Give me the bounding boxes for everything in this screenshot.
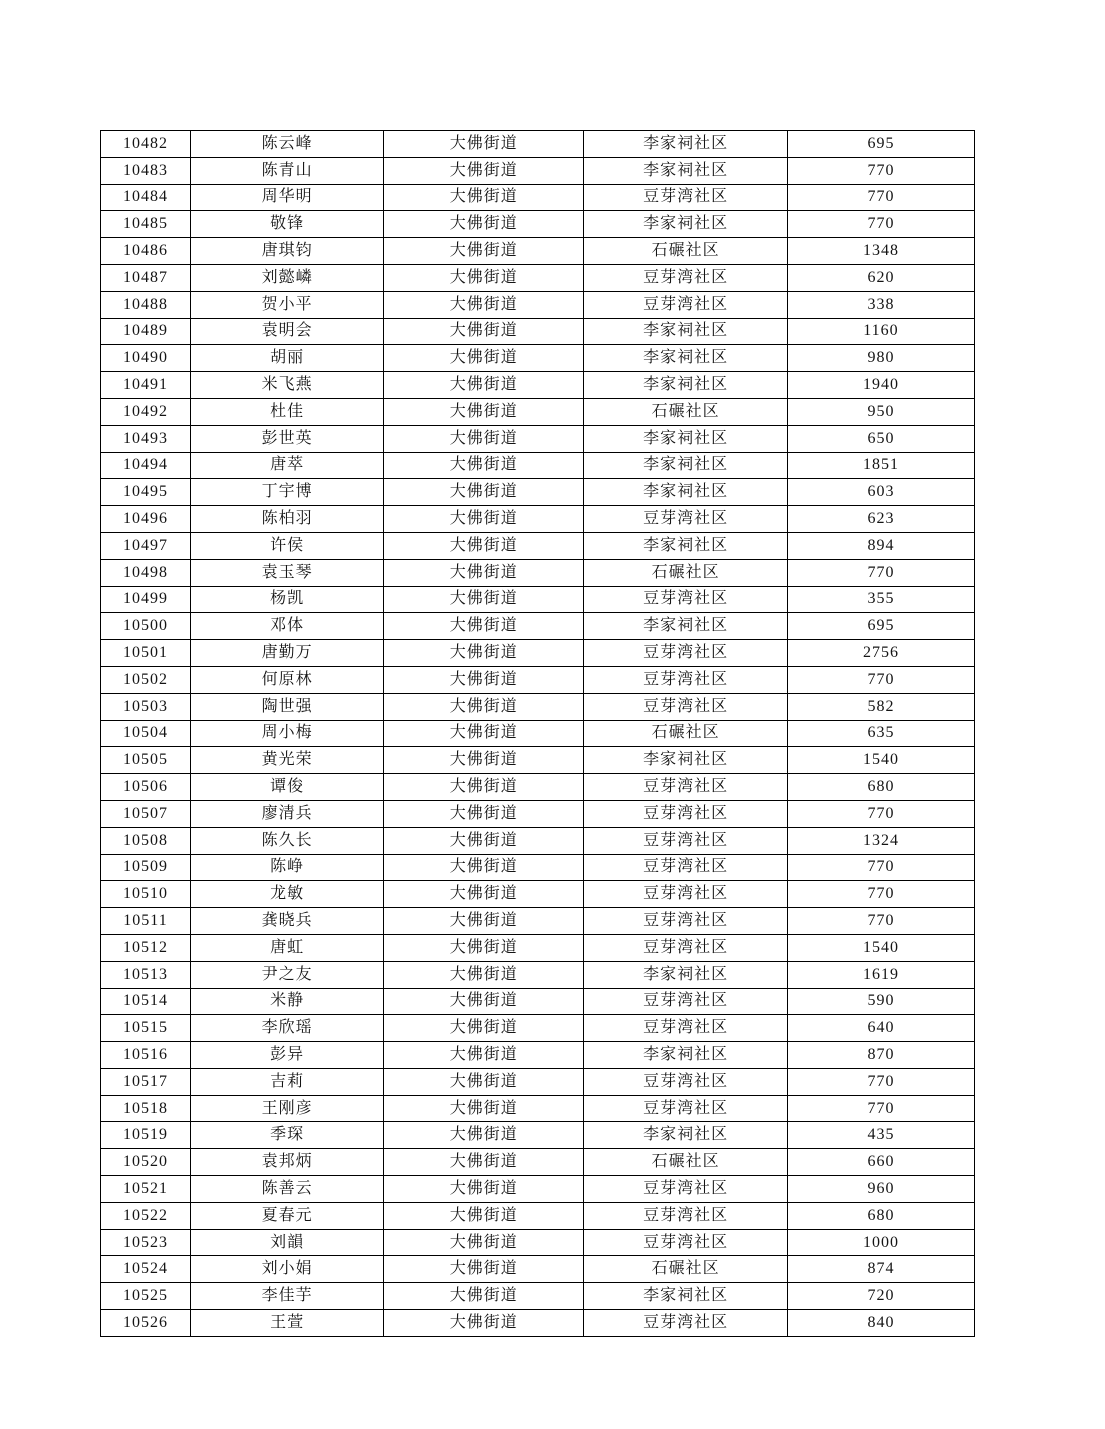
table-row bbox=[101, 1283, 975, 1310]
table-row bbox=[101, 720, 975, 747]
cell-amount: 1851 bbox=[787, 452, 974, 479]
cell-name: 米静 bbox=[191, 988, 384, 1015]
cell-name: 刘懿嶙 bbox=[191, 264, 384, 291]
table-row bbox=[101, 479, 975, 506]
table-row bbox=[101, 747, 975, 774]
cell-id: 10525 bbox=[101, 1283, 191, 1310]
cell-amount: 720 bbox=[787, 1283, 974, 1310]
cell-name: 陈柏羽 bbox=[191, 506, 384, 533]
table-row bbox=[101, 1229, 975, 1256]
cell-id: 10507 bbox=[101, 800, 191, 827]
cell-name: 李欣瑶 bbox=[191, 1015, 384, 1042]
cell-name: 丁宇博 bbox=[191, 479, 384, 506]
cell-amount: 603 bbox=[787, 479, 974, 506]
cell-community: 豆芽湾社区 bbox=[584, 640, 788, 667]
cell-id: 10489 bbox=[101, 318, 191, 345]
cell-name: 唐琪钧 bbox=[191, 238, 384, 265]
cell-amount: 770 bbox=[787, 1095, 974, 1122]
cell-amount: 1324 bbox=[787, 827, 974, 854]
cell-name: 谭俊 bbox=[191, 774, 384, 801]
cell-name: 敬锋 bbox=[191, 211, 384, 238]
table-row bbox=[101, 184, 975, 211]
cell-id: 10518 bbox=[101, 1095, 191, 1122]
cell-name: 王萱 bbox=[191, 1310, 384, 1337]
table-row bbox=[101, 238, 975, 265]
cell-id: 10500 bbox=[101, 613, 191, 640]
cell-name: 夏春元 bbox=[191, 1202, 384, 1229]
table-row bbox=[101, 1095, 975, 1122]
cell-name: 李佳芋 bbox=[191, 1283, 384, 1310]
cell-street: 大佛街道 bbox=[384, 774, 584, 801]
cell-id: 10511 bbox=[101, 908, 191, 935]
cell-name: 龙敏 bbox=[191, 881, 384, 908]
cell-amount: 770 bbox=[787, 184, 974, 211]
cell-community: 李家祠社区 bbox=[584, 131, 788, 158]
cell-street: 大佛街道 bbox=[384, 157, 584, 184]
cell-amount: 660 bbox=[787, 1149, 974, 1176]
cell-id: 10513 bbox=[101, 961, 191, 988]
cell-community: 石碾社区 bbox=[584, 1149, 788, 1176]
cell-name: 唐勤万 bbox=[191, 640, 384, 667]
cell-amount: 1940 bbox=[787, 372, 974, 399]
cell-street: 大佛街道 bbox=[384, 398, 584, 425]
cell-amount: 635 bbox=[787, 720, 974, 747]
cell-community: 豆芽湾社区 bbox=[584, 881, 788, 908]
cell-id: 10504 bbox=[101, 720, 191, 747]
cell-amount: 960 bbox=[787, 1176, 974, 1203]
cell-community: 李家祠社区 bbox=[584, 747, 788, 774]
cell-amount: 582 bbox=[787, 693, 974, 720]
cell-street: 大佛街道 bbox=[384, 131, 584, 158]
cell-name: 刘韻 bbox=[191, 1229, 384, 1256]
table-row bbox=[101, 1042, 975, 1069]
cell-street: 大佛街道 bbox=[384, 961, 584, 988]
cell-name: 陈云峰 bbox=[191, 131, 384, 158]
cell-id: 10488 bbox=[101, 291, 191, 318]
table-row bbox=[101, 532, 975, 559]
cell-amount: 680 bbox=[787, 774, 974, 801]
cell-id: 10483 bbox=[101, 157, 191, 184]
cell-name: 王刚彦 bbox=[191, 1095, 384, 1122]
cell-community: 豆芽湾社区 bbox=[584, 264, 788, 291]
table-row bbox=[101, 1122, 975, 1149]
cell-name: 陈青山 bbox=[191, 157, 384, 184]
cell-amount: 623 bbox=[787, 506, 974, 533]
table-row bbox=[101, 452, 975, 479]
cell-name: 杨凯 bbox=[191, 586, 384, 613]
table-row bbox=[101, 666, 975, 693]
cell-name: 袁邦炳 bbox=[191, 1149, 384, 1176]
table-row bbox=[101, 1068, 975, 1095]
cell-community: 豆芽湾社区 bbox=[584, 1095, 788, 1122]
table-row bbox=[101, 291, 975, 318]
cell-street: 大佛街道 bbox=[384, 988, 584, 1015]
cell-id: 10496 bbox=[101, 506, 191, 533]
cell-amount: 620 bbox=[787, 264, 974, 291]
cell-community: 李家祠社区 bbox=[584, 318, 788, 345]
cell-amount: 1000 bbox=[787, 1229, 974, 1256]
cell-amount: 770 bbox=[787, 666, 974, 693]
table-row bbox=[101, 264, 975, 291]
table-row bbox=[101, 800, 975, 827]
cell-id: 10490 bbox=[101, 345, 191, 372]
cell-id: 10516 bbox=[101, 1042, 191, 1069]
cell-street: 大佛街道 bbox=[384, 1176, 584, 1203]
cell-id: 10526 bbox=[101, 1310, 191, 1337]
cell-community: 李家祠社区 bbox=[584, 532, 788, 559]
table-row bbox=[101, 506, 975, 533]
table-row bbox=[101, 345, 975, 372]
cell-id: 10519 bbox=[101, 1122, 191, 1149]
cell-amount: 355 bbox=[787, 586, 974, 613]
table-row bbox=[101, 425, 975, 452]
cell-community: 李家祠社区 bbox=[584, 157, 788, 184]
cell-amount: 650 bbox=[787, 425, 974, 452]
table-row bbox=[101, 961, 975, 988]
cell-street: 大佛街道 bbox=[384, 720, 584, 747]
cell-community: 李家祠社区 bbox=[584, 613, 788, 640]
table-row bbox=[101, 1015, 975, 1042]
cell-community: 豆芽湾社区 bbox=[584, 1310, 788, 1337]
cell-name: 胡丽 bbox=[191, 345, 384, 372]
roster-table bbox=[100, 130, 975, 1337]
cell-street: 大佛街道 bbox=[384, 532, 584, 559]
cell-community: 李家祠社区 bbox=[584, 1283, 788, 1310]
cell-community: 豆芽湾社区 bbox=[584, 934, 788, 961]
cell-community: 豆芽湾社区 bbox=[584, 693, 788, 720]
cell-street: 大佛街道 bbox=[384, 586, 584, 613]
cell-community: 豆芽湾社区 bbox=[584, 908, 788, 935]
cell-street: 大佛街道 bbox=[384, 1283, 584, 1310]
cell-community: 李家祠社区 bbox=[584, 452, 788, 479]
cell-name: 袁玉琴 bbox=[191, 559, 384, 586]
table-row bbox=[101, 881, 975, 908]
cell-community: 豆芽湾社区 bbox=[584, 988, 788, 1015]
table-row bbox=[101, 131, 975, 158]
cell-community: 石碾社区 bbox=[584, 238, 788, 265]
cell-id: 10484 bbox=[101, 184, 191, 211]
cell-amount: 1540 bbox=[787, 934, 974, 961]
cell-id: 10508 bbox=[101, 827, 191, 854]
cell-community: 石碾社区 bbox=[584, 398, 788, 425]
cell-amount: 770 bbox=[787, 881, 974, 908]
cell-community: 李家祠社区 bbox=[584, 425, 788, 452]
cell-id: 10523 bbox=[101, 1229, 191, 1256]
cell-name: 季琛 bbox=[191, 1122, 384, 1149]
cell-id: 10512 bbox=[101, 934, 191, 961]
cell-id: 10510 bbox=[101, 881, 191, 908]
cell-community: 李家祠社区 bbox=[584, 372, 788, 399]
cell-community: 豆芽湾社区 bbox=[584, 1202, 788, 1229]
cell-id: 10522 bbox=[101, 1202, 191, 1229]
cell-amount: 770 bbox=[787, 211, 974, 238]
table-row bbox=[101, 211, 975, 238]
table-row bbox=[101, 398, 975, 425]
cell-amount: 2756 bbox=[787, 640, 974, 667]
cell-street: 大佛街道 bbox=[384, 1042, 584, 1069]
cell-community: 豆芽湾社区 bbox=[584, 506, 788, 533]
cell-community: 豆芽湾社区 bbox=[584, 1015, 788, 1042]
cell-street: 大佛街道 bbox=[384, 506, 584, 533]
table-row bbox=[101, 988, 975, 1015]
cell-id: 10503 bbox=[101, 693, 191, 720]
cell-street: 大佛街道 bbox=[384, 264, 584, 291]
cell-id: 10505 bbox=[101, 747, 191, 774]
cell-community: 豆芽湾社区 bbox=[584, 586, 788, 613]
table-row bbox=[101, 908, 975, 935]
cell-id: 10498 bbox=[101, 559, 191, 586]
table-row bbox=[101, 1256, 975, 1283]
cell-name: 刘小娟 bbox=[191, 1256, 384, 1283]
cell-street: 大佛街道 bbox=[384, 854, 584, 881]
cell-street: 大佛街道 bbox=[384, 1310, 584, 1337]
cell-name: 米飞燕 bbox=[191, 372, 384, 399]
table-row bbox=[101, 934, 975, 961]
cell-id: 10494 bbox=[101, 452, 191, 479]
cell-street: 大佛街道 bbox=[384, 693, 584, 720]
table-row bbox=[101, 157, 975, 184]
cell-community: 李家祠社区 bbox=[584, 961, 788, 988]
cell-id: 10485 bbox=[101, 211, 191, 238]
table-row bbox=[101, 854, 975, 881]
cell-amount: 1160 bbox=[787, 318, 974, 345]
cell-street: 大佛街道 bbox=[384, 908, 584, 935]
cell-street: 大佛街道 bbox=[384, 613, 584, 640]
cell-street: 大佛街道 bbox=[384, 640, 584, 667]
cell-community: 豆芽湾社区 bbox=[584, 184, 788, 211]
cell-community: 李家祠社区 bbox=[584, 479, 788, 506]
cell-community: 豆芽湾社区 bbox=[584, 666, 788, 693]
cell-name: 何原林 bbox=[191, 666, 384, 693]
cell-id: 10501 bbox=[101, 640, 191, 667]
cell-amount: 950 bbox=[787, 398, 974, 425]
cell-street: 大佛街道 bbox=[384, 345, 584, 372]
cell-community: 豆芽湾社区 bbox=[584, 774, 788, 801]
cell-id: 10492 bbox=[101, 398, 191, 425]
table-row bbox=[101, 586, 975, 613]
table-row bbox=[101, 693, 975, 720]
cell-amount: 840 bbox=[787, 1310, 974, 1337]
table-row bbox=[101, 774, 975, 801]
table-row bbox=[101, 1149, 975, 1176]
cell-id: 10493 bbox=[101, 425, 191, 452]
cell-amount: 680 bbox=[787, 1202, 974, 1229]
cell-id: 10499 bbox=[101, 586, 191, 613]
cell-amount: 874 bbox=[787, 1256, 974, 1283]
cell-amount: 435 bbox=[787, 1122, 974, 1149]
cell-street: 大佛街道 bbox=[384, 1095, 584, 1122]
cell-community: 李家祠社区 bbox=[584, 345, 788, 372]
cell-community: 石碾社区 bbox=[584, 720, 788, 747]
cell-name: 贺小平 bbox=[191, 291, 384, 318]
cell-amount: 770 bbox=[787, 1068, 974, 1095]
cell-street: 大佛街道 bbox=[384, 747, 584, 774]
cell-street: 大佛街道 bbox=[384, 881, 584, 908]
cell-community: 豆芽湾社区 bbox=[584, 854, 788, 881]
cell-community: 豆芽湾社区 bbox=[584, 291, 788, 318]
cell-amount: 1619 bbox=[787, 961, 974, 988]
cell-street: 大佛街道 bbox=[384, 425, 584, 452]
cell-street: 大佛街道 bbox=[384, 1015, 584, 1042]
cell-street: 大佛街道 bbox=[384, 1068, 584, 1095]
cell-community: 李家祠社区 bbox=[584, 211, 788, 238]
table-row bbox=[101, 640, 975, 667]
table-row bbox=[101, 1176, 975, 1203]
table-row bbox=[101, 827, 975, 854]
cell-street: 大佛街道 bbox=[384, 1202, 584, 1229]
cell-amount: 770 bbox=[787, 157, 974, 184]
cell-community: 石碾社区 bbox=[584, 559, 788, 586]
cell-id: 10524 bbox=[101, 1256, 191, 1283]
cell-id: 10487 bbox=[101, 264, 191, 291]
cell-name: 吉莉 bbox=[191, 1068, 384, 1095]
cell-name: 黄光荣 bbox=[191, 747, 384, 774]
cell-street: 大佛街道 bbox=[384, 1149, 584, 1176]
cell-name: 周华明 bbox=[191, 184, 384, 211]
table-row bbox=[101, 372, 975, 399]
cell-id: 10515 bbox=[101, 1015, 191, 1042]
cell-amount: 980 bbox=[787, 345, 974, 372]
cell-amount: 770 bbox=[787, 800, 974, 827]
cell-street: 大佛街道 bbox=[384, 184, 584, 211]
cell-amount: 1540 bbox=[787, 747, 974, 774]
table-row bbox=[101, 613, 975, 640]
cell-amount: 695 bbox=[787, 613, 974, 640]
cell-name: 陈久长 bbox=[191, 827, 384, 854]
cell-street: 大佛街道 bbox=[384, 479, 584, 506]
cell-street: 大佛街道 bbox=[384, 291, 584, 318]
cell-street: 大佛街道 bbox=[384, 559, 584, 586]
cell-street: 大佛街道 bbox=[384, 211, 584, 238]
cell-community: 豆芽湾社区 bbox=[584, 827, 788, 854]
table-row bbox=[101, 1202, 975, 1229]
cell-id: 10514 bbox=[101, 988, 191, 1015]
cell-community: 李家祠社区 bbox=[584, 1042, 788, 1069]
cell-street: 大佛街道 bbox=[384, 452, 584, 479]
cell-name: 陶世强 bbox=[191, 693, 384, 720]
roster-table-body bbox=[101, 131, 975, 1337]
cell-amount: 770 bbox=[787, 854, 974, 881]
cell-street: 大佛街道 bbox=[384, 800, 584, 827]
table-row bbox=[101, 1310, 975, 1337]
cell-amount: 338 bbox=[787, 291, 974, 318]
cell-id: 10482 bbox=[101, 131, 191, 158]
cell-street: 大佛街道 bbox=[384, 318, 584, 345]
cell-amount: 590 bbox=[787, 988, 974, 1015]
cell-name: 邓体 bbox=[191, 613, 384, 640]
cell-amount: 695 bbox=[787, 131, 974, 158]
cell-name: 尹之友 bbox=[191, 961, 384, 988]
cell-name: 龚晓兵 bbox=[191, 908, 384, 935]
cell-name: 廖清兵 bbox=[191, 800, 384, 827]
cell-name: 周小梅 bbox=[191, 720, 384, 747]
cell-street: 大佛街道 bbox=[384, 1229, 584, 1256]
cell-street: 大佛街道 bbox=[384, 1256, 584, 1283]
cell-id: 10521 bbox=[101, 1176, 191, 1203]
cell-amount: 1348 bbox=[787, 238, 974, 265]
cell-id: 10506 bbox=[101, 774, 191, 801]
cell-id: 10520 bbox=[101, 1149, 191, 1176]
cell-community: 豆芽湾社区 bbox=[584, 1068, 788, 1095]
cell-amount: 870 bbox=[787, 1042, 974, 1069]
cell-id: 10502 bbox=[101, 666, 191, 693]
cell-name: 唐萃 bbox=[191, 452, 384, 479]
cell-community: 豆芽湾社区 bbox=[584, 1229, 788, 1256]
cell-name: 唐虹 bbox=[191, 934, 384, 961]
cell-name: 彭异 bbox=[191, 1042, 384, 1069]
cell-name: 杜佳 bbox=[191, 398, 384, 425]
table-row bbox=[101, 318, 975, 345]
cell-street: 大佛街道 bbox=[384, 238, 584, 265]
cell-name: 陈善云 bbox=[191, 1176, 384, 1203]
cell-name: 许侯 bbox=[191, 532, 384, 559]
cell-community: 豆芽湾社区 bbox=[584, 800, 788, 827]
cell-id: 10491 bbox=[101, 372, 191, 399]
cell-id: 10509 bbox=[101, 854, 191, 881]
cell-street: 大佛街道 bbox=[384, 827, 584, 854]
cell-amount: 770 bbox=[787, 908, 974, 935]
cell-id: 10486 bbox=[101, 238, 191, 265]
cell-name: 袁明会 bbox=[191, 318, 384, 345]
cell-amount: 640 bbox=[787, 1015, 974, 1042]
cell-community: 豆芽湾社区 bbox=[584, 1176, 788, 1203]
cell-street: 大佛街道 bbox=[384, 666, 584, 693]
cell-amount: 894 bbox=[787, 532, 974, 559]
cell-community: 李家祠社区 bbox=[584, 1122, 788, 1149]
cell-id: 10517 bbox=[101, 1068, 191, 1095]
cell-community: 石碾社区 bbox=[584, 1256, 788, 1283]
cell-id: 10495 bbox=[101, 479, 191, 506]
cell-street: 大佛街道 bbox=[384, 372, 584, 399]
cell-street: 大佛街道 bbox=[384, 934, 584, 961]
cell-amount: 770 bbox=[787, 559, 974, 586]
cell-name: 陈峥 bbox=[191, 854, 384, 881]
table-row bbox=[101, 559, 975, 586]
cell-name: 彭世英 bbox=[191, 425, 384, 452]
cell-street: 大佛街道 bbox=[384, 1122, 584, 1149]
cell-id: 10497 bbox=[101, 532, 191, 559]
